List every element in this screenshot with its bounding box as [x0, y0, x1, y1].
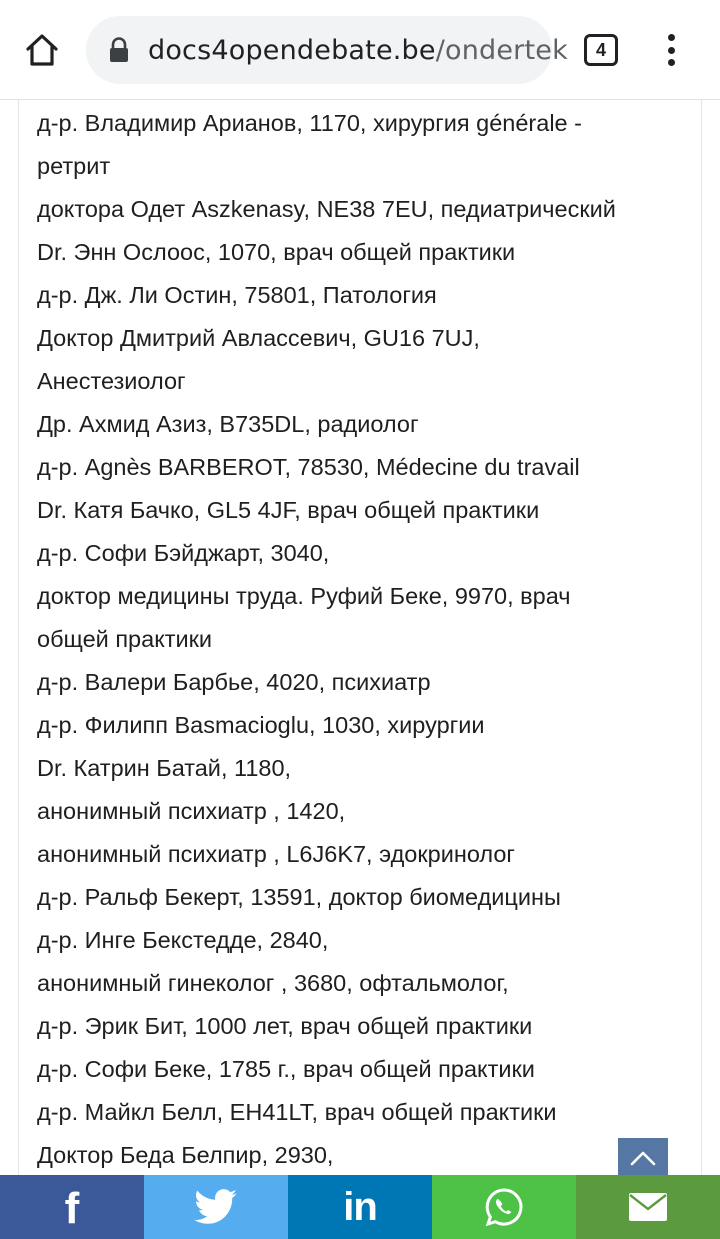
email-share-button[interactable] [576, 1175, 720, 1239]
lock-icon [108, 37, 130, 63]
list-item: анонимный психиатр , 1420, [37, 798, 346, 824]
share-bar [0, 1175, 720, 1239]
list-item: общей практики [37, 626, 213, 652]
twitter-share-button[interactable] [144, 1175, 288, 1239]
list-item: Dr. Катрин Батай, 1180, [37, 755, 292, 781]
facebook-icon: f [64, 1184, 80, 1233]
list-item: д-р. Agnès BARBEROT, 78530, Médecine du travail [37, 454, 580, 480]
list-item: Dr. Энн Ослоос, 1070, врач общей практики [37, 239, 516, 265]
address-bar[interactable] [86, 16, 568, 84]
list-item: д-р. Валери Барбье, 4020, психиатр [37, 669, 431, 695]
list-item: д-р. Филипп Basmacioglu, 1030, хирургии [37, 712, 485, 738]
list-item: д-р. Софи Бэйджарт, 3040, [37, 540, 330, 566]
linkedin-icon: in [343, 1185, 377, 1229]
menu-dot [668, 34, 675, 41]
list-item: анонимный психиатр , L6J6K7, эдокринолог [37, 841, 515, 867]
list-item: д-р. Майкл Белл, EH41LT, врач общей практики [37, 1099, 557, 1125]
list-item: Др. Ахмид Азиз, B735DL, радиолог [37, 411, 419, 437]
list-item: д-р. Эрик Бит, 1000 лет, врач общей практики [37, 1013, 533, 1039]
url-host: docs4opendebate.be [148, 34, 436, 66]
list-item: Доктор Беда Белпир, 2930, [37, 1142, 334, 1168]
list-item: ретрит [37, 153, 111, 179]
list-item: Анестезиолог [37, 368, 186, 394]
mail-icon [629, 1193, 667, 1221]
list-item: д-р. Владимир Арианов, 1170, хирургия générale - [37, 110, 582, 136]
url-text[interactable] [148, 35, 568, 66]
browser-toolbar [0, 0, 720, 100]
list-item: доктора Одет Aszkenasy, NE38 7EU, педиатрический [37, 196, 616, 222]
home-icon [24, 32, 60, 68]
list-item: д-р. Инге Бекстедде, 2840, [37, 927, 329, 953]
page-content [18, 100, 702, 1175]
whatsapp-icon [483, 1186, 525, 1228]
url-path: /ondertek [435, 34, 568, 66]
list-item: д-р. Ральф Бекерт, 13591, доктор биомедицины [37, 884, 561, 910]
scroll-to-top-button[interactable] [618, 1138, 668, 1178]
list-item: доктор медицины труда. Руфий Беке, 9970, врач [37, 583, 571, 609]
list-item: д-р. Дж. Ли Остин, 75801, Патология [37, 282, 437, 308]
list-item: Доктор Дмитрий Авлассевич, GU16 7UJ, [37, 325, 480, 351]
whatsapp-share-button[interactable] [432, 1175, 576, 1239]
list-item: д-р. Софи Беке, 1785 г., врач общей практики [37, 1056, 535, 1082]
doctor-list [37, 102, 687, 1177]
tab-count: 4 [595, 39, 606, 60]
menu-dot [668, 59, 675, 66]
more-vert-icon[interactable] [656, 28, 686, 72]
list-item: Dr. Катя Бачко, GL5 4JF, врач общей практики [37, 497, 540, 523]
home-button[interactable] [20, 28, 64, 72]
list-item: анонимный гинеколог , 3680, офтальмолог, [37, 970, 509, 996]
chevron-up-icon [630, 1150, 656, 1166]
menu-dot [668, 47, 675, 54]
tab-switcher-button[interactable] [584, 34, 618, 66]
twitter-icon [194, 1189, 238, 1225]
linkedin-share-button[interactable] [288, 1175, 432, 1239]
facebook-share-button[interactable] [0, 1175, 144, 1239]
